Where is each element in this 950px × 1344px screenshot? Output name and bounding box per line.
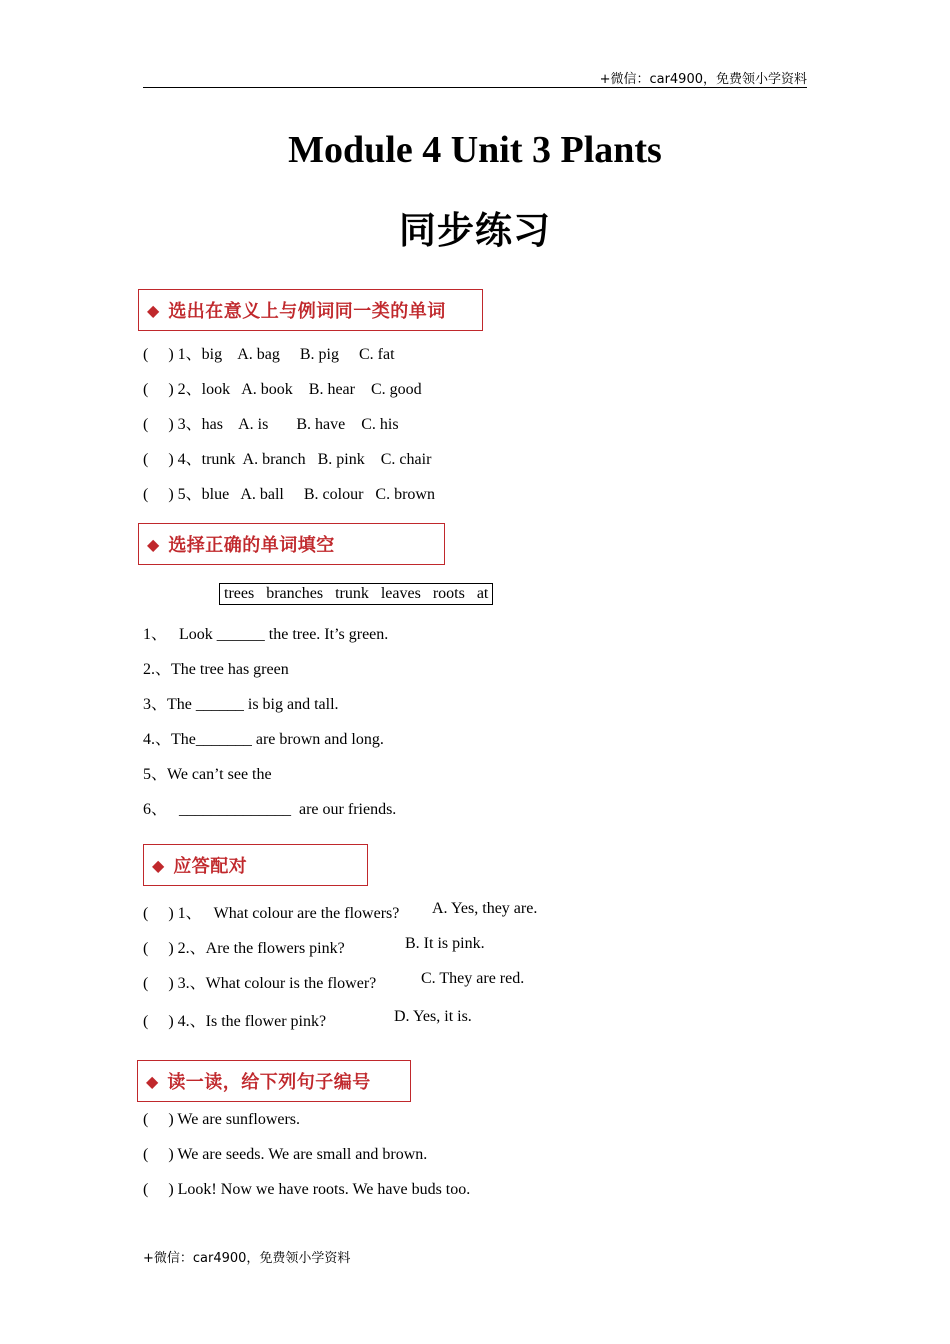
section-2-item: 1、 Look ______ the tree. It’s green.	[143, 626, 389, 643]
section-1-heading-box	[138, 289, 483, 331]
section-1-item: ( ) 5、blue A. ball B. colour C. brown	[143, 486, 435, 503]
match-answer: B. It is pink.	[405, 935, 485, 952]
section-2-heading: 选择正确的单词填空	[168, 535, 335, 556]
header-note: +微信：car4900，免费领小学资料	[599, 72, 807, 87]
diamond-icon: ◆	[146, 1071, 159, 1091]
section-3-heading: 应答配对	[173, 856, 248, 877]
match-question: ( ) 2.、Are the flowers pink?	[143, 940, 345, 957]
section-3-heading-box	[143, 844, 368, 886]
section-1-item: ( ) 1、big A. bag B. pig C. fat	[143, 346, 395, 363]
header-rule	[143, 87, 807, 88]
diamond-icon: ◆	[147, 300, 160, 320]
word-bank: trees branches trunk leaves roots at	[219, 583, 493, 605]
section-4-item: ( ) We are sunflowers.	[143, 1111, 301, 1128]
section-1-item: ( ) 2、look A. book B. hear C. good	[143, 381, 422, 398]
diamond-icon: ◆	[152, 855, 165, 875]
section-2-item: 3、The ______ is big and tall.	[143, 696, 339, 713]
match-question: ( ) 3.、What colour is the flower?	[143, 975, 377, 992]
match-question: ( ) 1、 What colour are the flowers?	[143, 905, 400, 922]
match-answer: D. Yes, it is.	[394, 1008, 472, 1025]
section-2-item: 5、We can’t see the	[143, 766, 272, 783]
section-4-heading: 读一读，给下列句子编号	[167, 1072, 371, 1093]
section-4-item: ( ) We are seeds. We are small and brown.	[143, 1146, 428, 1163]
footer-note: +微信：car4900，免费领小学资料	[143, 1251, 351, 1266]
section-1-item: ( ) 3、has A. is B. have C. his	[143, 416, 399, 433]
diamond-icon: ◆	[147, 534, 160, 554]
match-answer: A. Yes, they are.	[432, 900, 538, 917]
section-2-item: 6、 ______________ are our friends.	[143, 801, 397, 818]
section-2-heading-box	[138, 523, 445, 565]
section-1-item: ( ) 4、trunk A. branch B. pink C. chair	[143, 451, 432, 468]
section-4-heading-box	[137, 1060, 411, 1102]
match-answer: C. They are red.	[421, 970, 525, 987]
section-4-item: ( ) Look! Now we have roots. We have buds too.	[143, 1181, 471, 1198]
match-question: ( ) 4.、Is the flower pink?	[143, 1013, 327, 1030]
page-subtitle: 同步练习	[399, 209, 551, 252]
section-2-item: 4.、The_______ are brown and long.	[143, 731, 384, 748]
page-title: Module 4 Unit 3 Plants	[288, 129, 662, 171]
section-2-item: 2.、The tree has green	[143, 661, 289, 678]
section-1-heading: 选出在意义上与例词同一类的单词	[168, 301, 446, 322]
